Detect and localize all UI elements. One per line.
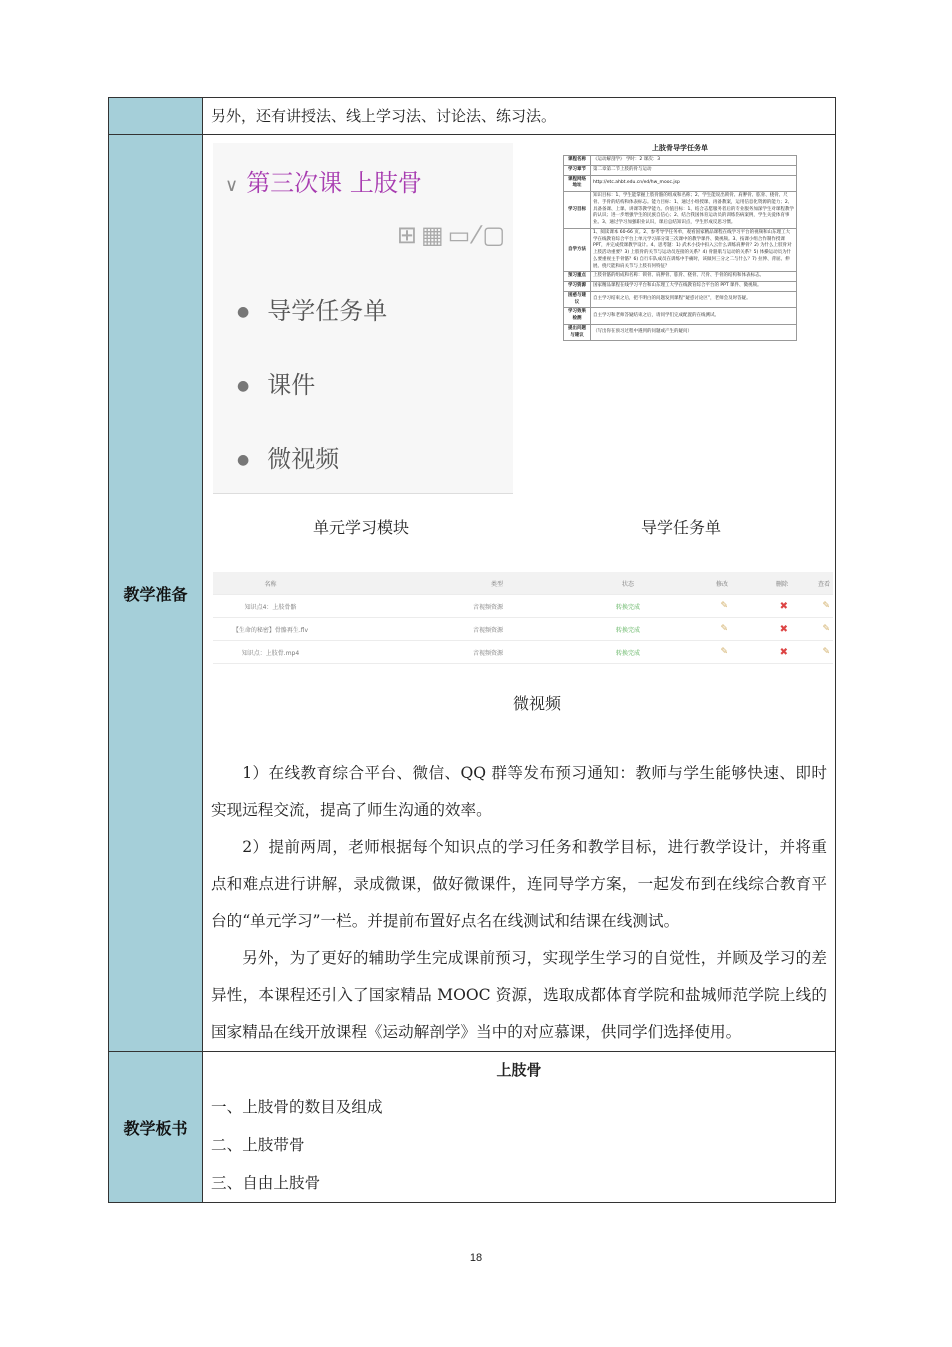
figures-area — [211, 135, 830, 715]
bullet-icon: ● — [237, 304, 250, 320]
table-row: 【生命的秘密】骨骼再生.flv 音视频资源 转换完成 ✎ ✖ ✎ — [213, 618, 833, 641]
bullet-icon: ● — [237, 378, 250, 394]
prep-paragraph: 2）提前两周，老师根据每个知识点的学习任务和教学目标，进行教学设计，并将重点和难点进行讲解，录成微课，做好微课件，连同导学方案，一起发布到在线综合教育平台的“单元学习”一栏。并提前布置好点名在线测试和结课在线测试。 — [211, 838, 827, 930]
page-number: 18 — [469, 1252, 483, 1264]
chevron-down-icon: ∨ — [225, 175, 239, 196]
task-sheet-table: 课程名称 《运动解剖学》 学时：2 课次：3 学习章节 第二章第二节上肢的骨与运动 课程网络地址 http://etc.ahbt.edu.cn/ed/hw_mooc.jsp 学习目标 知识目标：1、学生能掌握上肢骨骼的组成和名称；2、学生能说出锁骨、肩胛骨、肱骨、桡骨、尺骨、手骨的结构和体表标志。能力目标：1、通过小组授课、再备教案，运用信息化资源的能力；2、具备备课、上课、讲课等教学能力。价值目标：1、结合志愿服务者后的专业服务加深学生对课程教学的认识；进一步增强学生的民族自信心；2、结合我国体育运动员的训练伤病案例，学生关爱体育事业。3、通过学习加强职业认识，课后总结知识点，学生形成反思习惯。 自学方法 1、阅读课本 60-66 页。2、参考导学任务单，观看国家精品课程在线学习平台的视频和山东理工大学在线教育综合平台上单元学习部分第三次课中的教学课件、微视频。3、按课小组合作制作授课 PPT，并完成授课教学设计。4、思考题：1) 武术小技中扣入云什么训练肩胛骨？2) 为什么上肢骨对上肢活动重要？3) 上肢骨的关节与运动员连接的关系？4) 骨骼肌与运动的关系？5) 体操运动员为什么要重视主手骨骼？6) 自行车队成员在训练中手痛时，该做何三分之二与什么？7) 拉伸、背屈、伸展、桡尺能和肩关节与上肢有何特征？ 预习重点 上肢骨骼的组成和名称：锁骨、肩胛骨、肱骨、桡骨、尺骨、手骨的结构和体表标志。 学习资源 国家精品课程在线学习平台和山东理工大学在线教育综合平台的 PPT 课件、微视频。 困惑与建议 自主学习结束之后，把不明白的问题发到课程“疑惑讨论区”，老师会及时答疑。 学习效果检测 自主学习和老师答疑结束之后，请同学们完成配置的在线测试。 提出问题与建议 （写出你在预习过程中遇到的问题或产生的疑问） — [563, 155, 797, 341]
empty-label-cell — [109, 98, 203, 135]
table-row: 知识点4：上肢骨骼 音视频资源 转换完成 ✎ ✖ ✎ — [213, 595, 833, 618]
module-caption: 单元学习模块 — [313, 518, 410, 537]
delete-icon[interactable]: ✖ — [779, 646, 788, 658]
prep-paragraph: 1）在线教育综合平台、微信、QQ 群等发布预习通知：教师与学生能够快速、即时实现远程交流，提高了师生沟通的效率。 — [211, 764, 827, 819]
task-sheet-screenshot — [563, 143, 797, 488]
methods-text: 另外，还有讲授法、线上学习法、讨论法、练习法。 — [203, 98, 836, 135]
prep-content — [203, 135, 836, 1052]
table-header-row: 名称 类型 状态 修改 删除 查看 — [213, 572, 833, 595]
board-title: 上肢骨 — [496, 1061, 542, 1079]
edit-icon[interactable]: ✎ — [720, 624, 728, 634]
task-sheet-title: 上肢骨导学任务单 — [652, 144, 708, 152]
module-item[interactable]: ● 导学任务单 — [237, 297, 388, 325]
delete-icon[interactable]: ✖ — [779, 600, 788, 612]
prep-paragraph: 另外，为了更好的辅助学生完成课前预习，实现学生学习的自觉性，并顾及学习的差异性，本课程还引入了国家精品 MOOC 资源，选取成都体育学院和盐城师范学院上线的国家精品在线开放课程《运动解剖学》当中的对应慕课，供同学们选择使用。 — [211, 949, 827, 1041]
view-icon[interactable]: ✎ — [822, 601, 830, 611]
table-row: 知识点：上肢骨.mp4 音视频资源 转换完成 ✎ ✖ ✎ — [213, 641, 833, 664]
delete-icon[interactable]: ✖ — [779, 623, 788, 635]
edit-icon[interactable]: ✎ — [720, 601, 728, 611]
board-content — [203, 1052, 836, 1203]
board-label: 教学板书 — [109, 1052, 203, 1203]
prep-label: 教学准备 — [109, 135, 203, 1052]
view-icon[interactable]: ✎ — [822, 647, 830, 657]
module-item[interactable]: ● 微视频 — [237, 445, 340, 473]
toolbar-icons: ⊞▦▭⁄▢ — [396, 221, 509, 249]
module-item[interactable]: ● 课件 — [237, 371, 316, 399]
video-resource-table — [213, 572, 833, 672]
bullet-icon: ● — [237, 452, 250, 468]
board-item: 二、上肢带骨 — [211, 1136, 305, 1154]
unit-module-screenshot — [213, 143, 513, 494]
module-title: ∨ 第三次课 上肢骨 — [225, 169, 422, 197]
board-item: 三、自由上肢骨 — [211, 1174, 321, 1192]
view-icon[interactable]: ✎ — [822, 624, 830, 634]
video-caption: 微视频 — [513, 694, 562, 713]
board-item: 一、上肢骨的数目及组成 — [211, 1098, 383, 1116]
edit-icon[interactable]: ✎ — [720, 647, 728, 657]
task-sheet-caption: 导学任务单 — [641, 518, 722, 537]
lesson-plan-table — [108, 97, 836, 1203]
